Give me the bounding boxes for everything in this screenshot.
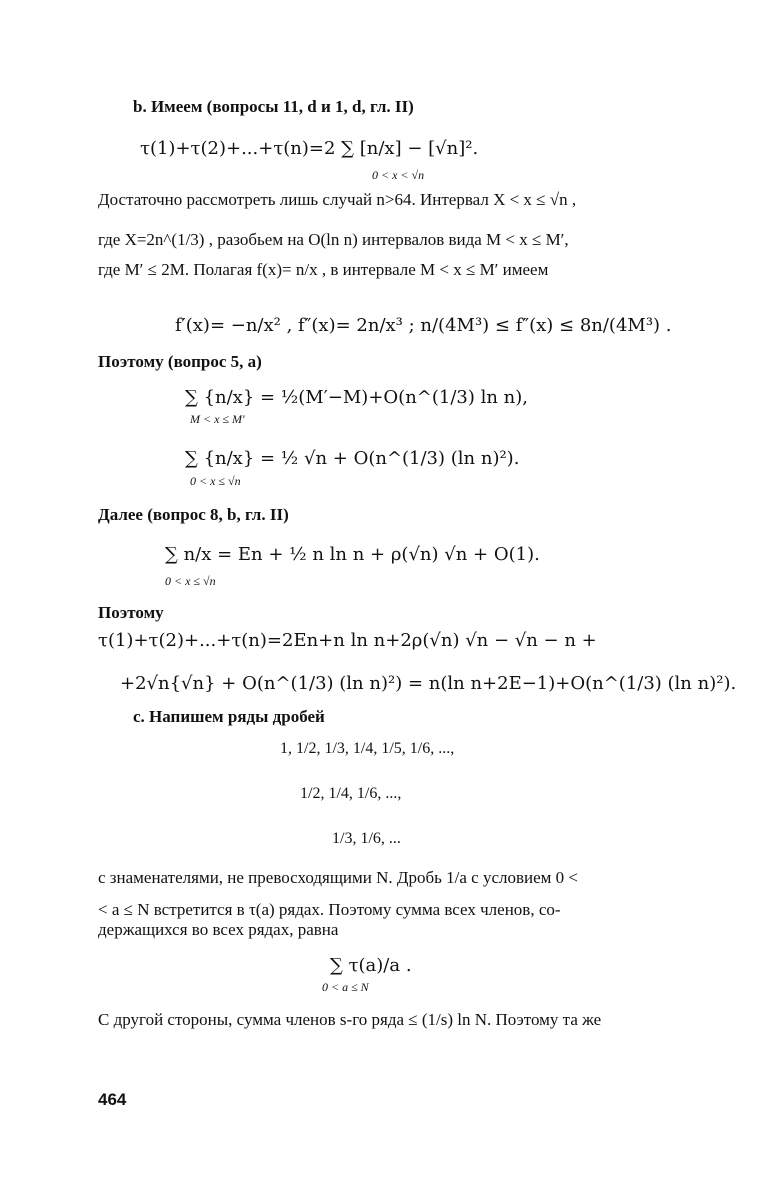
text-line-10: < a ≤ N встретится в τ(a) рядах. Поэтому сумма всех членов, со-	[98, 900, 561, 919]
equation-tau-sum-limits: 0 < x < √n	[372, 168, 425, 182]
equation-result-2: +2√n{√n} + O(n^(1/3) (ln n)²) = n(ln n+2E−1)+O(n^(1/3) (ln n)²).	[120, 673, 737, 694]
fraction-series-row-1: 1, 1/2, 1/3, 1/4, 1/5, 1/6, ...,	[280, 740, 455, 757]
equation-frac-sum-2-limits: 0 < x ≤ √n	[190, 474, 241, 488]
equation-frac-sum-1: ∑ {n/x} = ½(M′−M)+O(n^(1/3) ln n),	[185, 387, 529, 408]
text-line-3: где X=2n^(1/3) , разобьем на O(ln n) интервалов вида M < x ≤ M′,	[98, 230, 569, 249]
equation-tau-sum: τ(1)+τ(2)+...+τ(n)=2 ∑ [n/x] − [√n]².	[140, 138, 479, 159]
text-line-1: b. Имеем (вопросы 11, d и 1, d, гл. II)	[133, 97, 414, 116]
text-line-4: где M′ ≤ 2M. Полагая f(x)= n/x , в интервале M < x ≤ M′ имеем	[98, 260, 549, 279]
equation-tau-over-a: ∑ τ(a)/a .	[330, 955, 412, 976]
fraction-series-row-3: 1/3, 1/6, ...	[332, 830, 401, 847]
page-number: 464	[98, 1090, 127, 1109]
text-line-8: c. Напишем ряды дробей	[133, 707, 325, 726]
text-line-9: с знаменателями, не превосходящими N. Дробь 1/a с условием 0 <	[98, 868, 578, 887]
text-line-6: Далее (вопрос 8, b, гл. II)	[98, 505, 289, 524]
text-line-7: Поэтому	[98, 603, 164, 622]
equation-tau-over-a-limits: 0 < a ≤ N	[322, 980, 369, 994]
equation-frac-sum-1-limits: M < x ≤ M′	[190, 412, 245, 426]
text-line-5: Поэтому (вопрос 5, a)	[98, 352, 262, 371]
equation-result-1: τ(1)+τ(2)+...+τ(n)=2En+n ln n+2ρ(√n) √n − √n − n +	[98, 630, 597, 651]
text-line-2: Достаточно рассмотреть лишь случай n>64. Интервал X < x ≤ √n ,	[98, 190, 577, 209]
text-line-12: С другой стороны, сумма членов s-го ряда ≤ (1/s) ln N. Поэтому та же	[98, 1010, 602, 1029]
equation-sum-n-over-x-limits: 0 < x ≤ √n	[165, 574, 216, 588]
text-line-11: держащихся во всех рядах, равна	[98, 920, 339, 939]
fraction-series-row-2: 1/2, 1/4, 1/6, ...,	[300, 785, 402, 802]
equation-sum-n-over-x: ∑ n/x = En + ½ n ln n + ρ(√n) √n + O(1).	[165, 544, 540, 565]
equation-frac-sum-2: ∑ {n/x} = ½ √n + O(n^(1/3) (ln n)²).	[185, 448, 520, 469]
equation-derivatives: f′(x)= −n/x² , f″(x)= 2n/x³ ; n/(4M³) ≤ f″(x) ≤ 8n/(4M³) .	[175, 315, 672, 336]
